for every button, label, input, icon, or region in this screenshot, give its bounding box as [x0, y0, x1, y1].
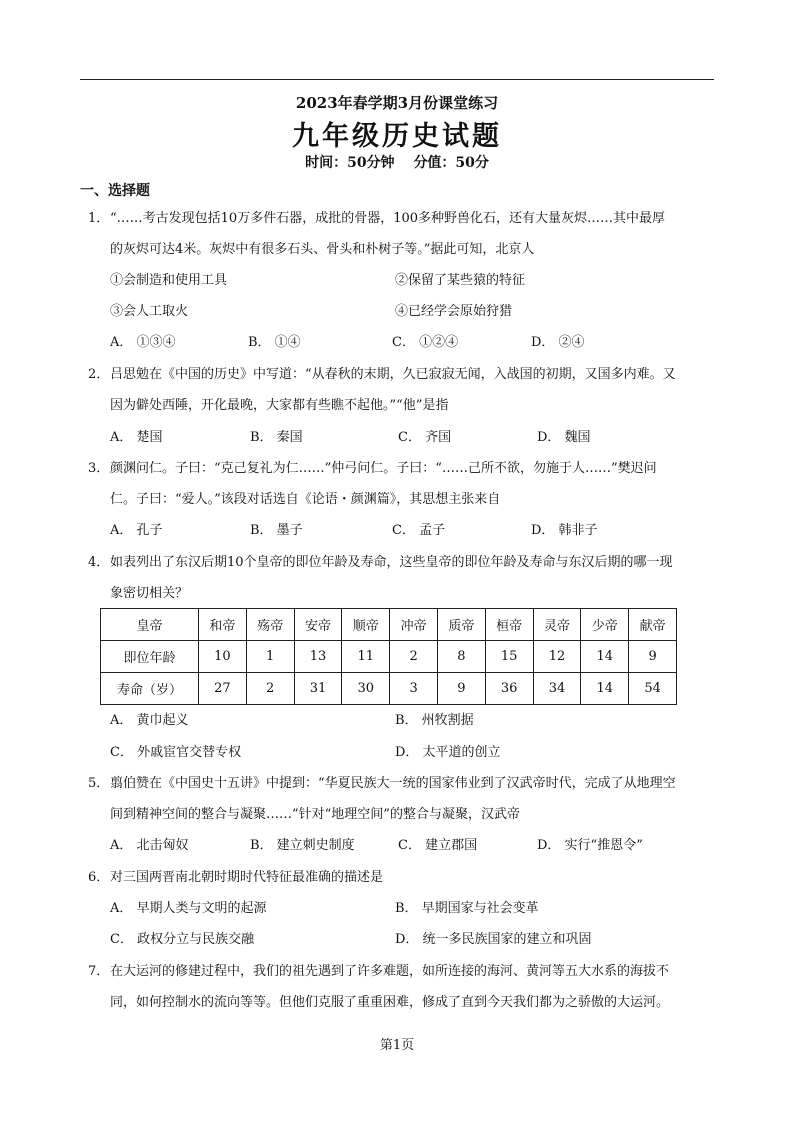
section-heading: 一、选择题 — [80, 183, 150, 199]
table-cell: 13 — [294, 641, 342, 673]
question-2-option-c[interactable]: C． 齐国 — [398, 430, 452, 445]
question-2-number: 2． — [88, 367, 110, 382]
question-7-line-2: 同，如何控制水的流向等等。但他们克服了重重困难，修成了直到今天我们都为之骄傲的大运河。 — [110, 995, 670, 1010]
table-cell: 31 — [294, 673, 342, 705]
question-1-option-b[interactable]: B． ①④ — [248, 335, 301, 350]
table-cell: 9 — [437, 673, 485, 705]
table-cell: 14 — [581, 673, 629, 705]
question-1-number: 1． — [88, 211, 110, 226]
question-7-number: 7． — [88, 964, 110, 979]
question-6-option-b[interactable]: B． 早期国家与社会变革 — [395, 901, 539, 916]
table-cell: 和帝 — [199, 609, 247, 641]
table-cell: 9 — [629, 641, 677, 673]
table-cell: 10 — [199, 641, 247, 673]
question-3-number: 3． — [88, 461, 110, 476]
question-4-option-c[interactable]: C． 外戚宦官交替专权 — [110, 745, 242, 760]
question-1-line-2: 的灰烬可达4米。灰烬中有很多石头、骨头和朴树子等。”据此可知，北京人 — [110, 242, 535, 257]
question-3-option-c[interactable]: C． 孟子 — [392, 523, 446, 538]
table-cell: 1 — [246, 641, 294, 673]
exam-score: 分值：50分 — [413, 155, 489, 171]
table-cell: 质帝 — [437, 609, 485, 641]
question-6-number: 6． — [88, 870, 110, 885]
table-cell: 安帝 — [294, 609, 342, 641]
question-1-item-1: ①会制造和使用工具 — [110, 273, 228, 288]
table-cell: 灵帝 — [533, 609, 581, 641]
question-5-option-b[interactable]: B． 建立刺史制度 — [250, 838, 355, 853]
question-1-item-4: ④已经学会原始狩猎 — [395, 304, 513, 319]
question-5-line-2: 间到精神空间的整合与凝聚……”针对“地理空间”的整合与凝聚，汉武帝 — [110, 807, 520, 822]
table-cell: 献帝 — [629, 609, 677, 641]
question-4-option-d[interactable]: D． 太平道的创立 — [395, 745, 501, 760]
table-cell: 12 — [533, 641, 581, 673]
question-6-option-c[interactable]: C． 政权分立与民族交融 — [110, 932, 255, 947]
table-cell: 3 — [390, 673, 438, 705]
table-cell: 30 — [342, 673, 390, 705]
table-cell: 即位年龄 — [101, 641, 199, 673]
question-2-line-1: 2．吕思勉在《中国的历史》中写道：“从春秋的末期，久已寂寂无闻，入战国的初期，又国多内难。又 — [88, 365, 676, 385]
table-header-row — [101, 609, 677, 641]
question-4-line-2: 象密切相关？ — [110, 586, 189, 601]
table-cell: 2 — [246, 673, 294, 705]
table-cell: 36 — [485, 673, 533, 705]
table-cell: 14 — [581, 641, 629, 673]
table-cell: 桓帝 — [485, 609, 533, 641]
table-cell: 11 — [342, 641, 390, 673]
question-7-line-1: 7．在大运河的修建过程中，我们的祖先遇到了许多难题，如所连接的海河、黄河等五大水系的海拔不 — [88, 962, 669, 982]
question-4-line-1: 4．如表列出了东汉后期10个皇帝的即位年龄及寿命，这些皇帝的即位年龄及寿命与东汉后期的哪一现 — [88, 553, 673, 573]
question-5-option-a[interactable]: A． 北击匈奴 — [110, 838, 189, 853]
question-3-line-1: 3．颜渊问仁。子曰：“克己复礼为仁……”仲弓问仁。子曰：“……己所不欲，勿施于人……”樊迟问 — [88, 459, 657, 479]
question-1-item-2: ②保留了某些猿的特征 — [395, 273, 526, 288]
table-cell: 2 — [390, 641, 438, 673]
question-4-option-a[interactable]: A． 黄巾起义 — [110, 713, 189, 728]
question-4-option-b[interactable]: B． 州牧割据 — [395, 713, 474, 728]
question-3-option-a[interactable]: A． 孔子 — [110, 523, 163, 538]
exam-title: 九年级历史试题 — [292, 121, 502, 152]
question-1-item-3: ③会人工取火 — [110, 304, 189, 319]
question-3-line-2: 仁。子曰：“爱人。”该段对话选自《论语・颜渊篇》，其思想主张来自 — [110, 492, 501, 507]
question-1-option-d[interactable]: D． ②④ — [531, 335, 585, 350]
question-6-option-a[interactable]: A． 早期人类与文明的起源 — [110, 901, 267, 916]
table-cell: 8 — [437, 641, 485, 673]
table-cell: 54 — [629, 673, 677, 705]
question-6-line-1: 6．对三国两晋南北朝时期时代特征最准确的描述是 — [88, 868, 383, 888]
exam-time: 时间：50分钟 — [305, 155, 395, 171]
question-5-option-d[interactable]: D． 实行“推恩令” — [537, 838, 643, 853]
question-3-option-b[interactable]: B． 墨子 — [250, 523, 303, 538]
table-cell: 27 — [199, 673, 247, 705]
question-5-option-c[interactable]: C． 建立郡国 — [398, 838, 478, 853]
table-row — [101, 641, 677, 673]
table-cell: 殇帝 — [246, 609, 294, 641]
question-2-option-d[interactable]: D． 魏国 — [537, 430, 591, 445]
exam-meta — [0, 152, 794, 172]
question-4-number: 4． — [88, 555, 110, 570]
table-cell: 15 — [485, 641, 533, 673]
table-row — [101, 673, 677, 705]
header-rule — [80, 79, 714, 80]
question-1-option-a[interactable]: A． ①③④ — [110, 335, 176, 350]
question-3-option-d[interactable]: D． 韩非子 — [531, 523, 598, 538]
exam-subtitle: 2023年春学期3月份课堂练习 — [295, 94, 499, 112]
question-2-option-a[interactable]: A． 楚国 — [110, 430, 163, 445]
question-5-line-1: 5．翦伯赞在《中国史十五讲》中提到：“华夏民族大一统的国家伟业到了汉武帝时代，完成了从地理空 — [88, 774, 676, 794]
question-5-number: 5． — [88, 776, 110, 791]
page-number: 第1页 — [379, 1038, 415, 1053]
table-cell: 寿命（岁） — [101, 673, 199, 705]
table-cell: 冲帝 — [390, 609, 438, 641]
table-cell: 少帝 — [581, 609, 629, 641]
question-6-option-d[interactable]: D． 统一多民族国家的建立和巩固 — [395, 932, 592, 947]
table-cell: 34 — [533, 673, 581, 705]
question-1-option-c[interactable]: C． ①②④ — [392, 335, 459, 350]
table-cell: 皇帝 — [101, 609, 199, 641]
emperor-table — [100, 608, 677, 705]
table-cell: 顺帝 — [342, 609, 390, 641]
question-1-line-1: 1．“……考古发现包括10万多件石器，成批的骨器，100多种野兽化石，还有大量灰烬……其中最厚 — [88, 209, 665, 229]
question-2-line-2: 因为僻处西陲，开化最晚，大家都有些瞧不起他。”“他”是指 — [110, 398, 449, 413]
question-2-option-b[interactable]: B． 秦国 — [250, 430, 303, 445]
